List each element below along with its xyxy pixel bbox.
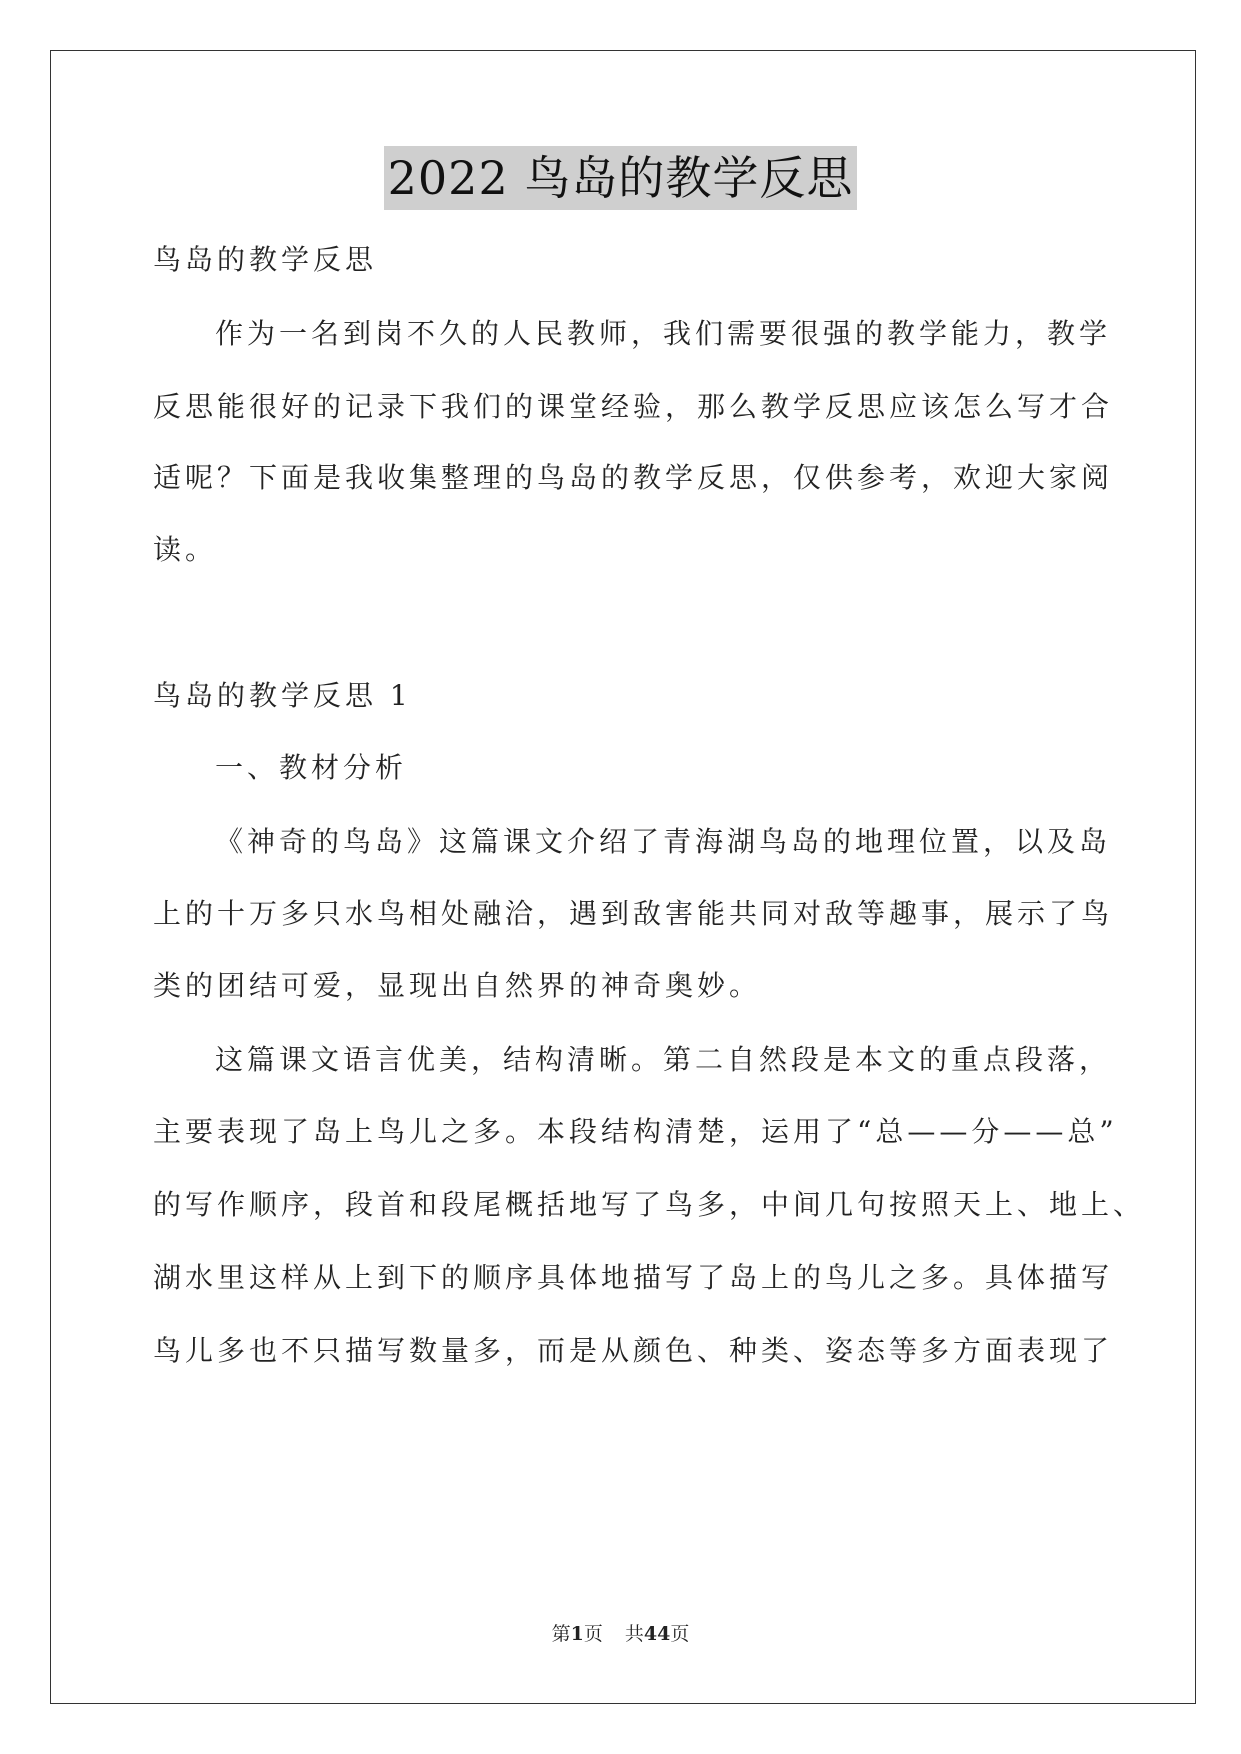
current-page-number: 1 [570, 1623, 584, 1645]
section-heading: 鸟岛的教学反思 1 [153, 679, 412, 712]
paragraph-line: 主要表现了岛上鸟儿之多。本段结构清楚，运用了“总——分——总” [153, 1115, 1118, 1148]
paragraph-line: 作为一名到岗不久的人民教师，我们需要很强的教学能力，教学 [215, 317, 1112, 350]
document-title: 2022 鸟岛的教学反思 [384, 146, 858, 210]
paragraph-line: 这篇课文语言优美，结构清晰。第二自然段是本文的重点段落， [215, 1043, 1112, 1076]
total-prefix: 共 [624, 1623, 644, 1645]
subsection-heading: 一、教材分析 [215, 751, 408, 784]
page-prefix: 第 [551, 1623, 571, 1645]
paragraph-line: 湖水里这样从上到下的顺序具体地描写了岛上的鸟儿之多。具体描写 [153, 1261, 1114, 1294]
page-border [50, 50, 1196, 1704]
title-container [0, 146, 1241, 210]
paragraph-line: 《神奇的鸟岛》这篇课文介绍了青海湖鸟岛的地理位置，以及岛 [215, 825, 1112, 858]
page-unit: 页 [583, 1623, 603, 1645]
paragraph-line: 类的团结可爱，显现出自然界的神奇奥妙。 [153, 969, 762, 1002]
paragraph-line: 鸟儿多也不只描写数量多，而是从颜色、种类、姿态等多方面表现了 [153, 1334, 1114, 1367]
section-heading: 鸟岛的教学反思 [153, 243, 378, 276]
total-page-count: 44 [643, 1623, 671, 1645]
page-footer [0, 1622, 1241, 1646]
total-unit: 页 [670, 1623, 690, 1645]
paragraph-line: 读。 [153, 533, 218, 566]
paragraph-line: 上的十万多只水鸟相处融洽，遇到敌害能共同对敌等趣事，展示了鸟 [153, 897, 1114, 930]
paragraph-line: 适呢？下面是我收集整理的鸟岛的教学反思，仅供参考，欢迎大家阅 [153, 461, 1114, 494]
paragraph-line: 反思能很好的记录下我们的课堂经验，那么教学反思应该怎么写才合 [153, 390, 1114, 423]
paragraph-line: 的写作顺序，段首和段尾概括地写了鸟多，中间几句按照天上、地上、 [153, 1188, 1146, 1221]
